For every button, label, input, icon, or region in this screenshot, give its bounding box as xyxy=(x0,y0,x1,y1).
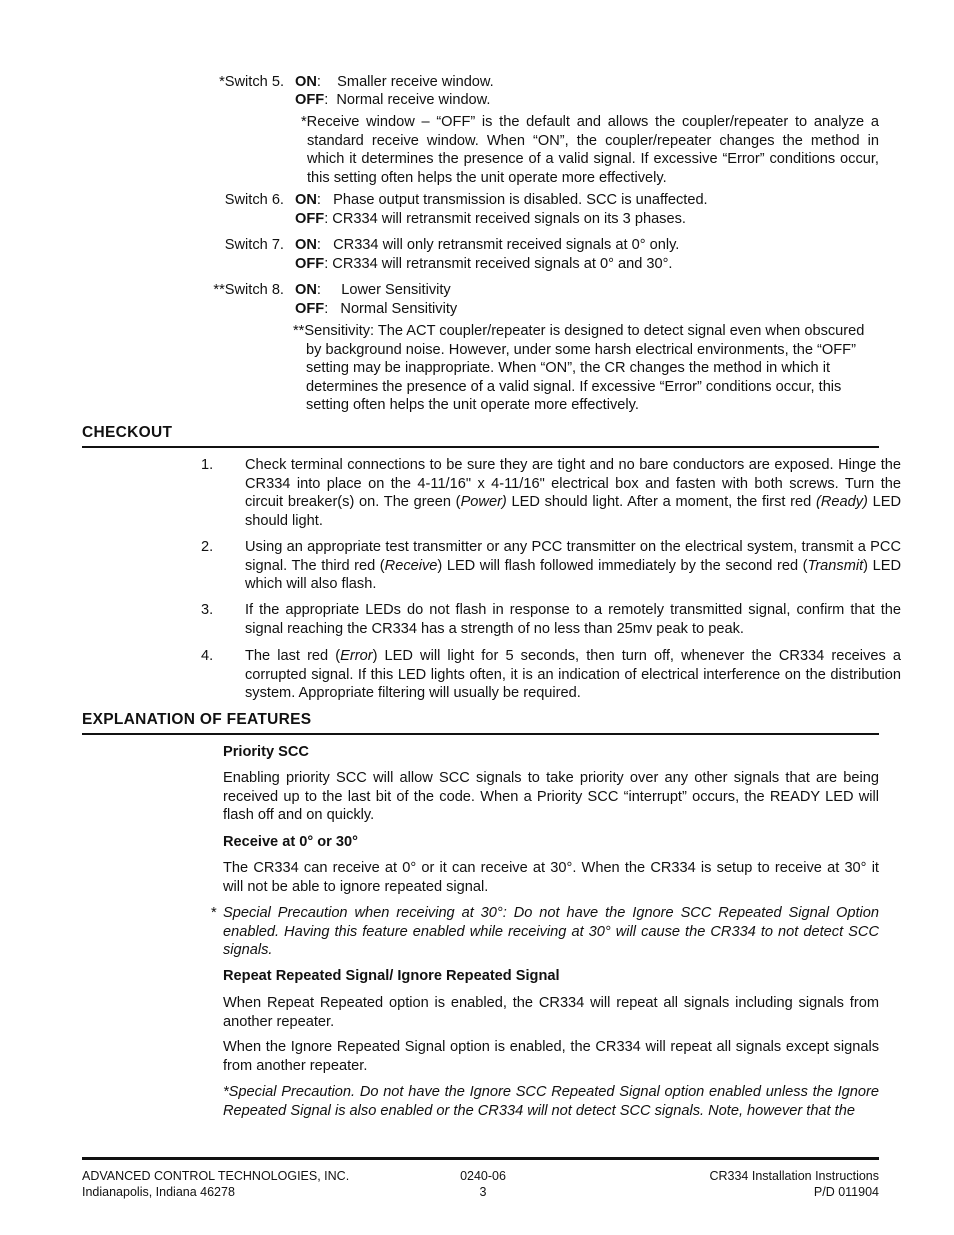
sensitivity-note xyxy=(293,322,879,415)
step-text: ) LED will light for 5 seconds, then turn off, whenever the CR334 receives a corrupted signal. If this LED lights often, it is an indication of electrical interference on the distribution system. Appropriate filtering will usually be required. xyxy=(245,648,901,701)
switch-7-on-text: CR334 will only retransmit received signals at 0° only. xyxy=(333,237,680,253)
footer-company: ADVANCED CONTROL TECHNOLOGIES, INC. xyxy=(82,1169,350,1183)
features-heading: EXPLANATION OF FEATURES xyxy=(82,711,879,735)
step-text-italic: Receive xyxy=(384,557,438,574)
footer-doc-title: CR334 Installation Instructions xyxy=(709,1169,879,1183)
switch-5-on-text: Smaller receive window. xyxy=(337,74,494,90)
switch-8-off: OFF: Normal Sensitivity xyxy=(295,301,458,317)
switch-8-label: **Switch 8. xyxy=(213,282,284,298)
sensitivity-note-text: **Sensitivity: The ACT coupler/repeater is designed to detect signal even when obscured by background noise. However, under some harsh electrical environments, the “OFF” setting may be inappropriate. When “ON”, the CR changes the method in which it determines the presence of a valid signal. If excessive “Error” conditions occur, this setting often helps the unit operate more effectively. xyxy=(293,323,865,413)
checkout-step-4 xyxy=(201,647,901,703)
footer-address: Indianapolis, Indiana 46278 xyxy=(82,1185,235,1199)
step-text: If the appropriate LEDs do not flash in response to a remotely transmitted signal, confirm that the signal reaching the CR334 has a strength of no less than 25mv peak to peak. xyxy=(245,602,901,637)
step-text-italic: (Ready) xyxy=(815,494,868,510)
precaution-star: * xyxy=(211,905,217,921)
switch-5-on: ON: Smaller receive window. xyxy=(295,74,494,90)
step-text: The last red ( xyxy=(245,648,341,664)
step-number: 3. xyxy=(201,602,214,618)
checkout-heading: CHECKOUT xyxy=(82,424,879,448)
on-key: ON xyxy=(295,74,317,90)
step-text-italic: Power) xyxy=(460,494,507,510)
priority-scc-text: Enabling priority SCC will allow SCC signals to take priority over any other signals that are being received up to the last bit of the code. When a Priority SCC “interrupt” occurs, the READY LED will flash off and on quickly. xyxy=(223,770,879,823)
off-key: OFF xyxy=(295,301,325,317)
receive-angle-title: Receive at 0° or 30° xyxy=(223,834,358,850)
switch-5-label: *Switch 5. xyxy=(219,74,284,90)
footer-rule xyxy=(82,1157,879,1160)
step-text-italic: Error xyxy=(340,648,373,664)
repeat-signal-title: Repeat Repeated Signal/ Ignore Repeated Signal xyxy=(223,968,560,984)
on-key: ON xyxy=(295,237,317,253)
priority-scc-title: Priority SCC xyxy=(223,744,309,760)
footer-part-number: P/D 011904 xyxy=(813,1185,879,1199)
switch-7-label: Switch 7. xyxy=(224,237,284,253)
page-number: 3 xyxy=(479,1185,487,1199)
step-text: LED should light. xyxy=(245,494,901,529)
step-number: 2. xyxy=(201,539,214,555)
on-key: ON xyxy=(295,282,317,298)
switch-8-on-text: Lower Sensitivity xyxy=(341,282,451,298)
checkout-step-3 xyxy=(201,601,901,638)
switch-7-on: ON: CR334 will only retransmit received signals at 0° only. xyxy=(295,237,680,253)
step-text: ) LED which will also flash. xyxy=(245,557,901,592)
on-key: ON xyxy=(295,192,317,208)
step-text: ) LED will flash followed immediately by the second red ( xyxy=(437,557,808,574)
step-text-italic: Transmit xyxy=(807,557,864,574)
step-text: Using an appropriate test transmitter or any PCC transmitter on the electrical system, transmit a PCC signal. The third red ( xyxy=(245,539,901,574)
step-text: LED should light. After a moment, the first red xyxy=(506,494,816,510)
step-number: 4. xyxy=(201,648,214,664)
switch-6-off-text: CR334 will retransmit received signals on its 3 phases. xyxy=(332,211,686,227)
switch-7-off: OFF: CR334 will retransmit received signals at 0° and 30°. xyxy=(295,256,673,272)
switch-7-off-text: CR334 will retransmit received signals at 0° and 30°. xyxy=(332,256,673,272)
receive-window-note-text: *Receive window – “OFF” is the default and allows the coupler/repeater to analyze a standard receive window. When “ON”, the coupler/repeater changes the method in which it determines the presence of a valid signal. If excessive “Error” conditions occur, this setting often helps the unit operate more effectively. xyxy=(301,114,879,186)
switch-6-label: Switch 6. xyxy=(224,192,284,208)
repeat-signal-precaution: *Special Precaution. Do not have the Ignore SCC Repeated Signal option enabled unless the Ignore Repeated Signal is also enabled or the CR334 will not detect SCC signals. Note, however that the xyxy=(223,1084,879,1119)
checkout-step-1 xyxy=(201,456,901,530)
switch-8-on: ON: Lower Sensitivity xyxy=(295,282,451,298)
switch-6-on-text: Phase output transmission is disabled. SCC is unaffected. xyxy=(333,192,708,208)
switch-6-on: ON: Phase output transmission is disabled. SCC is unaffected. xyxy=(295,192,708,208)
off-key: OFF xyxy=(295,92,325,108)
off-key: OFF xyxy=(295,211,325,227)
switch-6-off: OFF: CR334 will retransmit received signals on its 3 phases. xyxy=(295,211,686,227)
repeat-signal-text-2: When the Ignore Repeated Signal option is enabled, the CR334 will repeat all signals except signals from another repeater. xyxy=(223,1039,879,1074)
switch-5-off: OFF: Normal receive window. xyxy=(295,92,491,108)
off-key: OFF xyxy=(295,256,325,272)
step-number: 1. xyxy=(201,457,214,473)
switch-5-off-text: Normal receive window. xyxy=(336,92,491,108)
switch-8-off-text: Normal Sensitivity xyxy=(340,301,458,317)
precaution-text: Special Precaution when receiving at 30°: Do not have the Ignore SCC Repeated Signal Option enabled. Having this feature enabled while receiving at 30° will cause the CR334 to not detect SCC signals. xyxy=(223,905,879,958)
repeat-signal-text-1: When Repeat Repeated option is enabled, the CR334 will repeat all signals including signals from another repeater. xyxy=(223,995,879,1030)
checkout-step-2 xyxy=(201,538,901,594)
step-text: Check terminal connections to be sure they are tight and no bare conductors are exposed. Hinge the CR334 into place on the 4-11/16" x 4-11/16" electrical box and fasten with both screws. Turn the circuit breaker(s) on. The green ( xyxy=(245,457,901,510)
footer-doc-number: 0240-06 xyxy=(460,1169,506,1183)
receive-window-note xyxy=(301,113,879,187)
receive-angle-text: The CR334 can receive at 0° or it can receive at 30°. When the CR334 is setup to receive at 30° it will not be able to ignore repeated signal. xyxy=(223,860,879,895)
